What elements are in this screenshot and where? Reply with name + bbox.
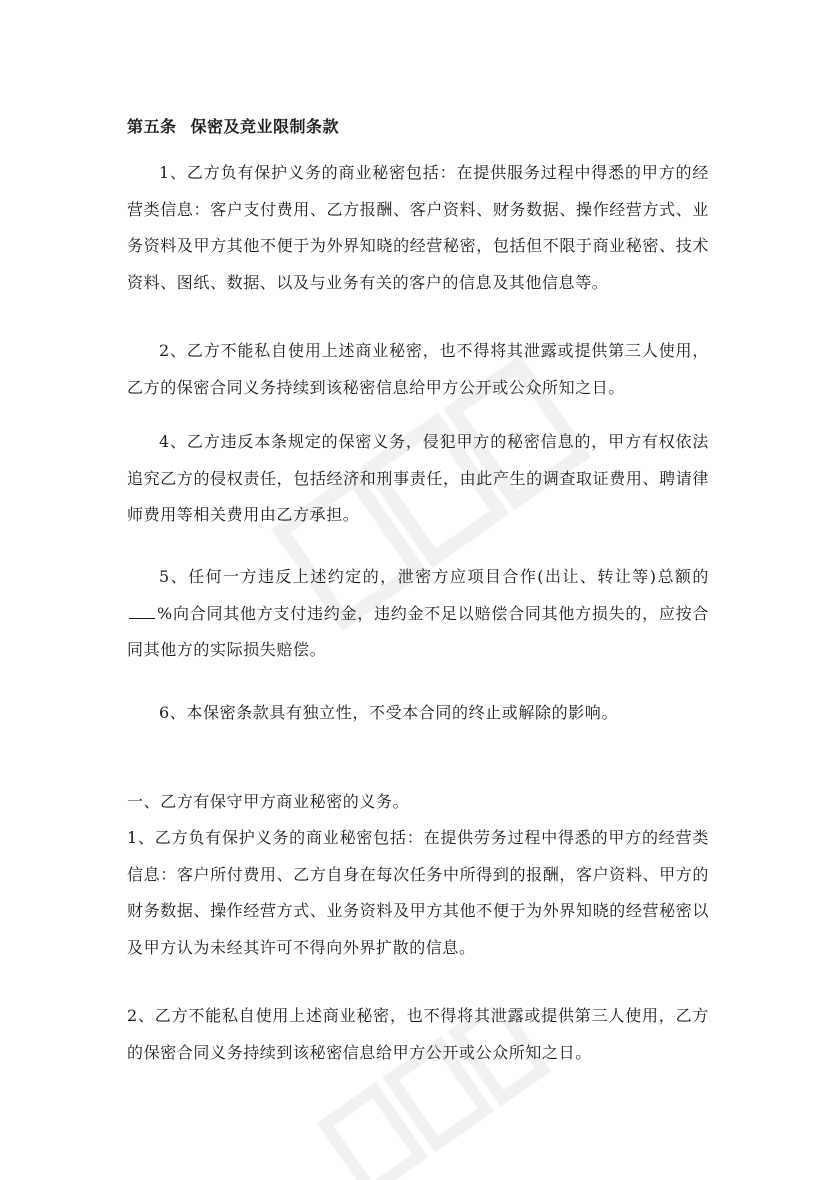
section-one-item-1: 1、乙方负有保护义务的商业秘密包括：在提供劳务过程中得悉的甲方的经营类信息：客户所付费用、乙方自身在每次任务中所得到的报酬，客户资料、甲方的财务数据、操作经营方式、业务资料及甲方其他不便于为外界知晓的经营秘密以及甲方认为未经其许可不得向外界扩散的信息。 [127,828,709,957]
clause-1: 1、乙方负有保护义务的商业秘密包括：在提供服务过程中得悉的甲方的经营类信息：客户支付费用、乙方报酬、客户资料、财务数据、操作经营方式、业务资料及甲方其他不便于为外界知晓的经营秘密，包括但不限于商业秘密、技术资料、图纸、数据、以及与业务有关的客户的信息及其他信息等。 [127,163,709,292]
clause-6: 6、本保密条款具有独立性，不受本合同的终止或解除的影响。 [159,703,618,722]
percentage-blank [129,604,155,619]
clause-5-text-after: %向合同其他方支付违约金，违约金不足以赔偿合同其他方损失的，应按合同其他方的实际损失赔偿。 [127,603,709,659]
article-number: 第五条 [127,117,177,136]
clause-5 [127,559,709,669]
clause-4: 4、乙方违反本条规定的保密义务，侵犯甲方的秘密信息的，甲方有权依法追究乙方的侵权责任，包括经济和刑事责任，由此产生的调查取证费用、聘请律师费用等相关费用由乙方承担。 [127,432,709,524]
article-heading [127,114,339,137]
article-title: 保密及竞业限制条款 [190,117,340,136]
clause-5-text-before: 5、任何一方违反上述约定的，泄密方应项目合作(出让、转让等)总额的 [159,567,709,586]
section-one-heading: 一、乙方有保守甲方商业秘密的义务。 [127,792,410,811]
section-one-item-2: 2、乙方不能私自使用上述商业秘密，也不得将其泄露或提供第三人使用，乙方的保密合同义务持续到该秘密信息给甲方公开或公众所知之日。 [127,1006,709,1062]
clause-2: 2、乙方不能私自使用上述商业秘密，也不得将其泄露或提供第三人使用，乙方的保密合同义务持续到该秘密信息给甲方公开或公众所知之日。 [127,341,709,397]
